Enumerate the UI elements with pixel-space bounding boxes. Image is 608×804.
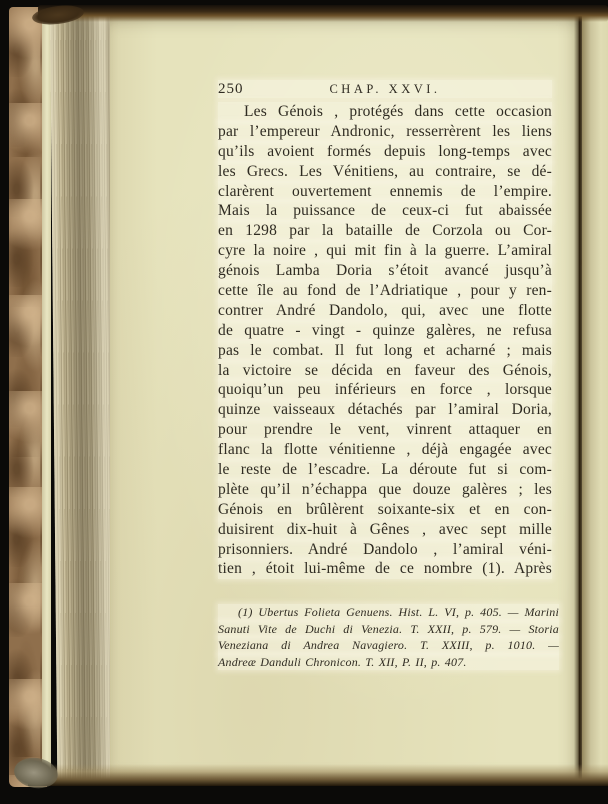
body-line: quoiqu’un peu inférieurs en force , lorsque bbox=[218, 381, 552, 399]
footnote bbox=[218, 604, 559, 670]
book-top-edge bbox=[38, 5, 608, 22]
footnote-line: Andreæ Danduli Chronicon. T. XII, P. II, p. 407. bbox=[218, 654, 559, 671]
body-line: la victoire se décida en faveur des Génois, bbox=[218, 361, 552, 379]
body-line: de quatre - vingt - quinze galères, ne refusa bbox=[218, 321, 552, 339]
book-bottom-edge bbox=[28, 764, 608, 786]
body-line: pas le combat. Il fut long et acharné ; mais bbox=[218, 341, 552, 359]
body-line: Génois en brûlèrent soixante-six et en con- bbox=[218, 500, 552, 518]
body-line: tien , étoit lui-même de ce nombre (1). Après bbox=[218, 560, 552, 578]
body-line: contrer André Dandolo, qui, avec une flotte bbox=[218, 301, 552, 319]
footnote-line: (1) Ubertus Folieta Genuens. Hist. L. VI, p. 405. — Marini bbox=[218, 604, 559, 621]
body-line: pour prendre le vent, vinrent attaquer en bbox=[218, 421, 552, 439]
body-line: quinze vaisseaux détachés par l’amiral Doria, bbox=[218, 401, 552, 419]
body-line: qu’ils avoient formés depuis long-temps avec bbox=[218, 142, 552, 160]
footnote-line: Sanuti Vite de Duchi di Venezia. T. XXII, p. 579. — Storia bbox=[218, 621, 559, 636]
body-line: clarèrent ouvertement ennemis de l’empire. bbox=[218, 182, 552, 200]
facing-page-sliver bbox=[582, 9, 608, 781]
body-line: par l’empereur Andronic, resserrèrent les liens bbox=[218, 122, 552, 140]
book-page bbox=[110, 12, 582, 782]
footnote-line: Veneziana di Andrea Navagiero. T. XXIII, p. 1010. — bbox=[218, 638, 559, 652]
body-line: Mais la puissance de ceux-ci fut abaissée bbox=[218, 202, 552, 220]
body-line: flanc la flotte vénitienne , déjà engagée avec bbox=[218, 441, 552, 459]
body-line: Les Génois , protégés dans cette occasion bbox=[218, 102, 552, 122]
body-line: le reste de l’escadre. La déroute fut si com- bbox=[218, 461, 552, 479]
first-page-edge bbox=[42, 18, 51, 778]
page-number: 250 bbox=[218, 81, 244, 97]
body-line: cyre la noire , qui mit fin à la guerre. L’amiral bbox=[218, 242, 552, 260]
body-line: prisonniers. André Dandolo , l’amiral véni- bbox=[218, 540, 552, 558]
body-line: les Grecs. Les Vénitiens, au contraire, se dé- bbox=[218, 162, 552, 180]
page-header bbox=[218, 80, 552, 98]
body-text bbox=[218, 102, 552, 579]
body-line: génois Lamba Doria s’étoit avancé jusqu’à bbox=[218, 262, 552, 280]
body-line: plète qu’il n’échappa que douze galères ; les bbox=[218, 480, 552, 498]
body-line: duisirent dix-huit à Gênes , avec sept mille bbox=[218, 520, 552, 538]
body-line: en 1298 par la bataille de Corzola ou Cor- bbox=[218, 222, 552, 240]
chapter-heading: CHAP. XXVI. bbox=[329, 82, 441, 96]
body-line: cette île au fond de l’Adriatique , pour y ren- bbox=[218, 282, 552, 300]
